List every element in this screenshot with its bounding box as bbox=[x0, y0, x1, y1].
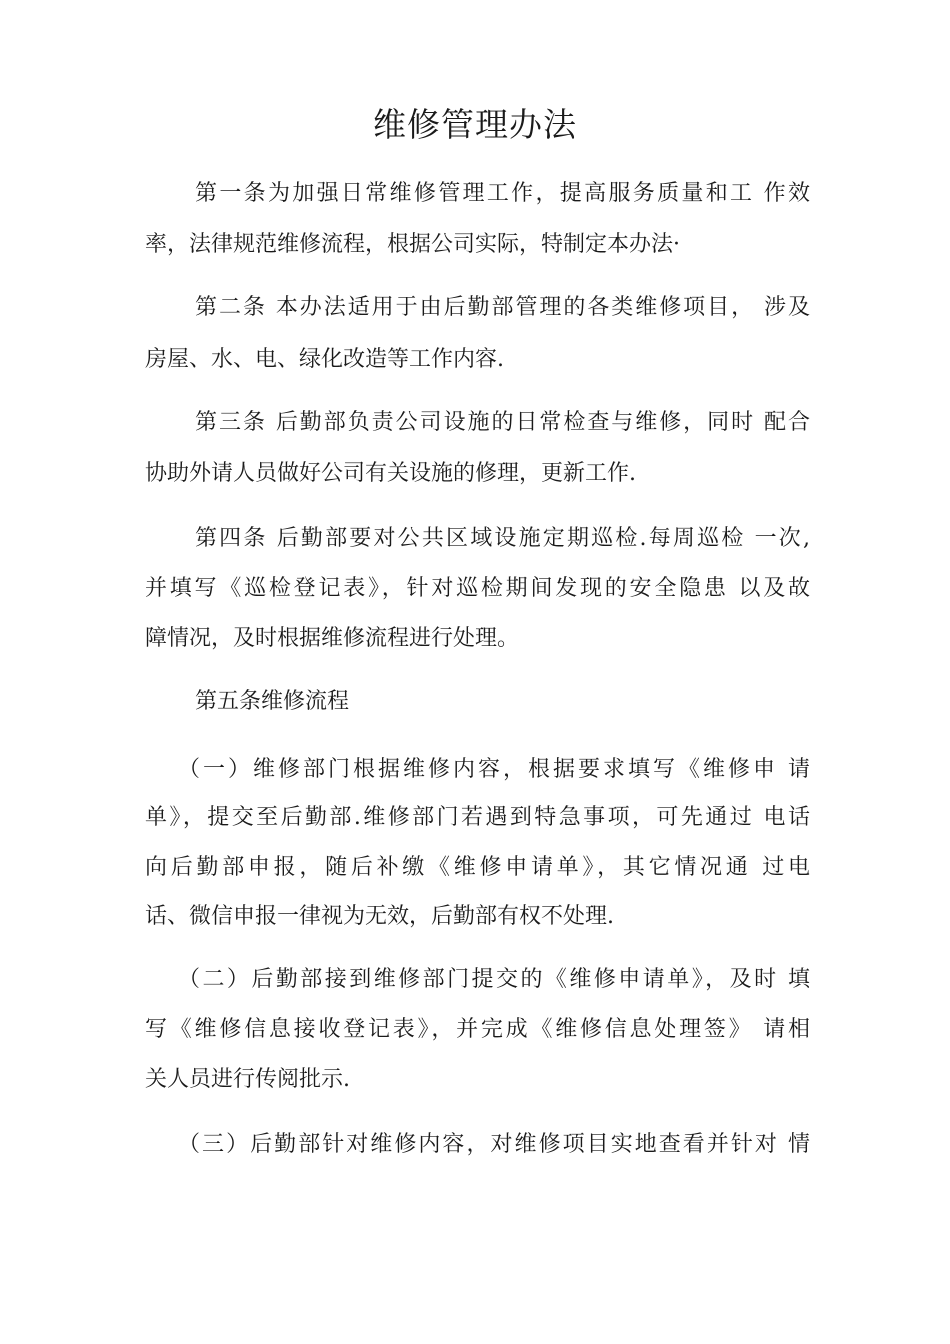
article-3-line-1: 第三条 后勤部负责公司设施的日常检查与维修，同时 配合 bbox=[195, 410, 810, 435]
article-4-line-3: 障情况，及时根据维修流程进行处理。 bbox=[145, 626, 520, 651]
article-2-line-2: 房屋、水、电、绿化改造等工作内容. bbox=[145, 347, 504, 372]
item-1-line-2: 单》，提交至后勤部.维修部门若遇到特急事项，可先通过 电话 bbox=[145, 805, 810, 830]
item-2-line-3: 关人员进行传阅批示. bbox=[145, 1067, 350, 1092]
item-2-line-2: 写《维修信息接收登记表》，并完成《维修信息处理签》 请相 bbox=[145, 1017, 810, 1042]
article-4-line-2: 并填写《巡检登记表》，针对巡检期间发现的安全隐患 以及故 bbox=[145, 576, 810, 601]
article-5-heading: 第五条维修流程 bbox=[195, 689, 350, 714]
item-3-line-1: （三）后勤部针对维修内容，对维修项目实地查看并针对 情 bbox=[178, 1132, 810, 1157]
article-1-line-1: 第一条为加强日常维修管理工作，提高服务质量和工 作效 bbox=[195, 181, 810, 206]
article-3-line-2: 协助外请人员做好公司有关设施的修理，更新工作. bbox=[145, 461, 636, 486]
article-1-line-2: 率，法律规范维修流程，根据公司实际，特制定本办法· bbox=[145, 232, 680, 257]
item-1-line-4: 话、微信申报一律视为无效，后勤部有权不处理. bbox=[145, 904, 614, 929]
document-title: 维修管理办法 bbox=[373, 105, 577, 144]
article-2-line-1: 第二条 本办法适用于由后勤部管理的各类维修项目， 涉及 bbox=[195, 295, 810, 320]
item-1-line-3: 向后勤部申报，随后补缴《维修申请单》，其它情况通 过电 bbox=[145, 855, 810, 880]
item-2-line-1: （二）后勤部接到维修部门提交的《维修申请单》，及时 填 bbox=[178, 967, 810, 992]
item-1-line-1: （一）维修部门根据维修内容，根据要求填写《维修申 请 bbox=[178, 757, 810, 782]
article-4-line-1: 第四条 后勤部要对公共区域设施定期巡检.每周巡检 一次, bbox=[195, 526, 810, 551]
